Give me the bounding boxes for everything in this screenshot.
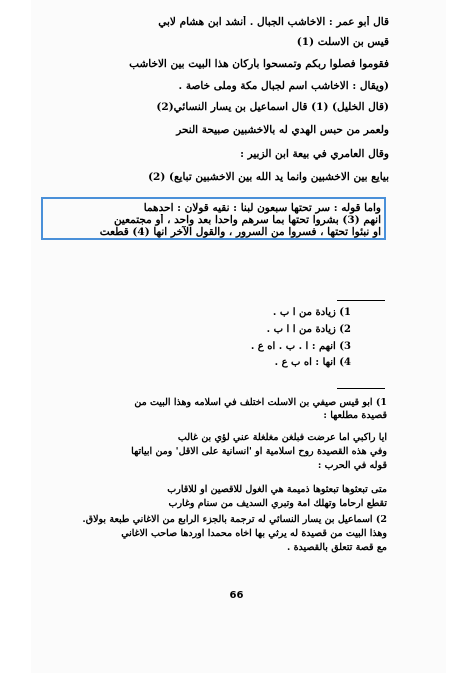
scan-gutter (0, 0, 31, 673)
highlighted-line: واما قوله : سر تحتها سبعون لبنا : نقيه قولان : احدهما (143, 202, 381, 214)
footnote-separator (337, 300, 385, 301)
footnote-item: 2) زيادة من ا ا ب . (266, 324, 351, 335)
footnote-line: متى تبعثوها تبعثوها ذميمة هي الغول للاقصين او للاقارب (167, 484, 387, 495)
footnote-line: 2) اسماعيل بن يسار النسائي له ترجمة بالجزء الرابع من الاغاني طبعة بولاق. (82, 514, 387, 525)
footnote-item: 3) انهم : ا . ب . اه ع . (250, 341, 351, 352)
highlighted-line: او نبئوا تحتها ، فسروا من السرور ، والقول الآخر انها (4) قطعت (99, 226, 381, 238)
footnote-line: ايا راكبي اما عرضت فبلغن مغلغلة عني لؤي بن غالب (177, 432, 387, 443)
highlighted-line: انهم (3) بشروا تحتها بما سرهم واحدا بعد واحد ، أو مجتمعين (113, 214, 381, 226)
main-line: (قال الخليل) (1) قال اسماعيل بن يسار النسائي(2) (156, 101, 389, 113)
main-line: فقوموا فصلوا ربكم وتمسحوا بأركان هذا البيت بين الاخاشب (129, 58, 389, 70)
footnote-line: قوله في الحرب : (317, 460, 387, 471)
footnote-line: 1) ابو قيس صيفي بن الاسلت اختلف في اسلامه وهذا البيت من (134, 397, 387, 408)
page-number: 66 (229, 590, 244, 601)
footnote-line: وهذا البيت من قصيدة له يرثي بها اخاه محمدا اوردها صاحب الاغاني (121, 528, 387, 539)
footnote-line: قصيدة مطلعها : (323, 410, 387, 421)
footnote-item: 4) انها : اه ب ع . (274, 357, 351, 368)
main-line: قال أبو عمر : الاخاشب الجبال . أنشد ابن هشام لابي (158, 16, 389, 28)
main-line: بيايع بين الاخشبين وانما يد الله بين الاخشبين تبايع) (2) (148, 171, 389, 183)
footnote-separator (337, 388, 385, 389)
footnote-line: وفي هذه القصيدة روح اسلامية او 'انسانية على الاقل' ومن ابياتها (131, 446, 387, 457)
main-line: ولعمر من حبس الهدي له بالاخشبين صبيحة النحر (176, 124, 389, 136)
main-line: قيس بن الاسلت (1) (296, 36, 389, 48)
footnote-line: مع قصة تتعلق بالقصيدة . (286, 542, 387, 553)
main-line: (ويقال : الاخاشب اسم لجبال مكة وملى خاصة . (178, 80, 389, 92)
footnote-item: 1) زيادة من ا ب . (272, 307, 351, 318)
footnote-line: تقطع ارحاما وتهلك امة وتبري السديف من سنام وغارب (168, 498, 387, 509)
main-line: وقال العامري في بيعة ابن الزبير : (240, 148, 389, 160)
